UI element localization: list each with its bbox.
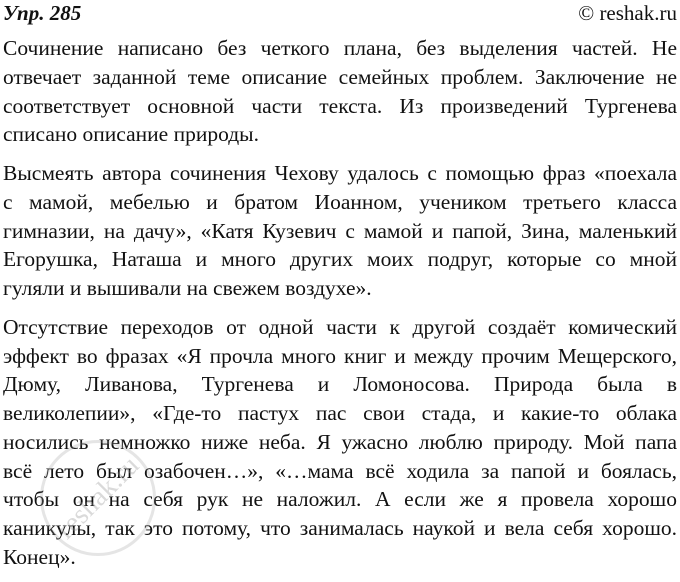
text-line: с мамой, мебелью и братом Иоанном, учеником третьего класса [3,189,677,214]
document-body [3,34,677,582]
text-line: списано описание природы. [3,122,259,147]
paragraph-1 [3,34,677,149]
text-line: Сочинение написано без четкого плана, без выделения частей. Не [3,36,677,60]
text-line: носились немножко ниже неба. Я ужасно люблю природу. Мой папа [3,429,677,454]
exercise-number: Упр. 285 [3,0,82,25]
paragraph-2 [3,159,677,303]
text-line: Высмеять автора сочинения Чехову удалось с помощью фраз «поехала [3,161,677,185]
text-line: каникулы, так это потому, что занималась наукой и вела себя хорошо. [3,516,677,540]
text-line: соответствует основной части текста. Из произведений Тургенева [3,93,677,118]
copyright-label: © reshak.ru [578,0,677,25]
text-line: всё лето был озабочен…», «…мама всё ходила за папой и боялась, [3,458,677,483]
paragraph-3 [3,313,677,572]
text-line: Конец». [3,544,76,569]
text-line: отвечает заданной теме описание семейных проблем. Заключение не [3,64,677,89]
watermark-logo: reshak.ru [16,416,180,580]
page-header [3,0,677,26]
text-line: Дюму, Ливанова, Тургенева и Ломоносова. Природа была в [3,372,677,397]
text-line: гуляли и вышивали на свежем воздухе». [3,276,372,300]
text-line: Отсутствие переходов от одной части к другой создаёт комический [3,314,677,339]
text-line: гимназии, на дачу», «Катя Кузевич с мамой и папой, Зина, маленький [3,218,677,243]
text-line: эффект во фразах «Я прочла много книг и между прочим Мещерского, [3,343,677,368]
text-line: чтобы он на себя рук не наложил. А если же я провела хорошо [3,487,677,512]
text-line: Егорушка, Наташа и много других моих подруг, которые со мной [3,247,677,272]
text-line: великолепии», «Где-то пастух пас свои стада, и какие-то облака [3,401,677,425]
